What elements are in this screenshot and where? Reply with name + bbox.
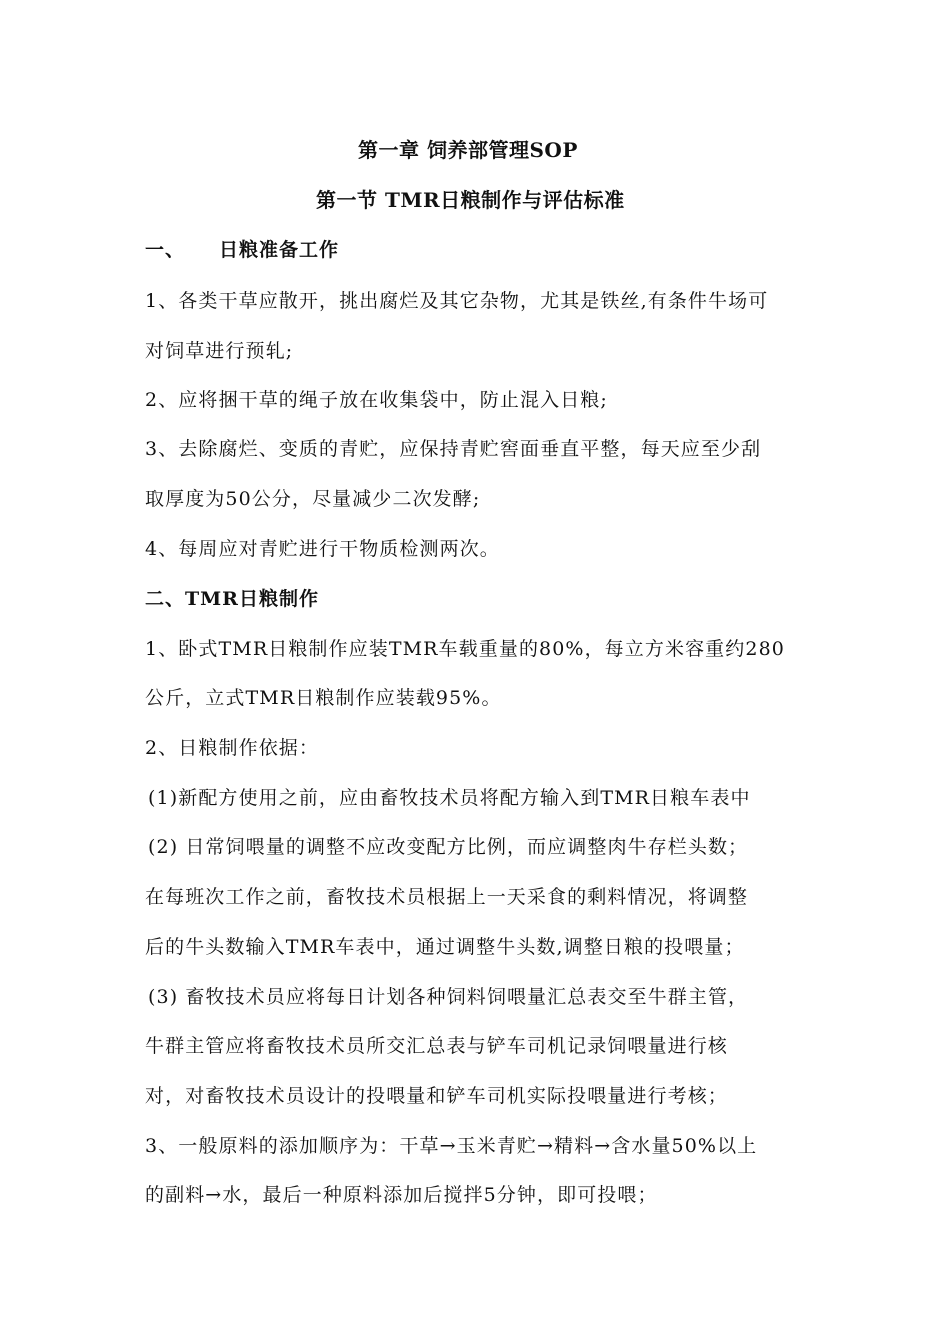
part2-heading: 二、TMR日粮制作 <box>145 588 319 610</box>
paragraph-line: 3、一般原料的添加顺序为：干草→玉米青贮→精料→含水量50%以上 <box>145 1135 758 1157</box>
paragraph-line: 2、日粮制作依据： <box>145 737 319 759</box>
paragraph-line: 4、每周应对青贮进行干物质检测两次。 <box>145 538 500 560</box>
paragraph-line: 在每班次工作之前，畜牧技术员根据上一天采食的剩料情况，将调整 <box>145 886 749 908</box>
paragraph-line: (3) 畜牧技术员应将每日计划各种饲料饲喂量汇总表交至牛群主管， <box>148 986 749 1008</box>
paragraph-line: 1、各类干草应散开，挑出腐烂及其它杂物，尤其是铁丝,有条件牛场可 <box>145 290 769 312</box>
part1-heading-text: 日粮准备工作 <box>219 239 340 261</box>
section-title: 第一节 TMR日粮制作与评估标准 <box>316 188 625 212</box>
paragraph-line: 2、应将捆干草的绳子放在收集袋中，防止混入日粮; <box>145 389 608 411</box>
part1-number: 一、 <box>145 239 186 261</box>
paragraph-line: 牛群主管应将畜牧技术员所交汇总表与铲车司机记录饲喂量进行核 <box>145 1035 728 1057</box>
part1-heading <box>145 238 339 262</box>
paragraph-line: 3、去除腐烂、变质的青贮，应保持青贮窖面垂直平整，每天应至少刮 <box>145 438 762 460</box>
paragraph-line: 1、卧式TMR日粮制作应装TMR车载重量的80%，每立方米容重约280 <box>145 638 785 660</box>
paragraph-line: 公斤，立式TMR日粮制作应装载95%。 <box>145 687 502 709</box>
paragraph-line: (1)新配方使用之前，应由畜牧技术员将配方输入到TMR日粮车表中 <box>148 787 751 809</box>
chapter-title: 第一章 饲养部管理SOP <box>358 138 578 162</box>
paragraph-line: 对，对畜牧技术员设计的投喂量和铲车司机实际投喂量进行考核； <box>145 1085 728 1107</box>
paragraph-line: 取厚度为50公分，尽量减少二次发酵; <box>145 488 481 510</box>
paragraph-line: (2) 日常饲喂量的调整不应改变配方比例，而应调整肉牛存栏头数； <box>148 836 749 858</box>
paragraph-line: 的副料→水，最后一种原料添加后搅拌5分钟，即可投喂； <box>145 1184 658 1206</box>
paragraph-line: 后的牛头数输入TMR车表中，通过调整牛头数,调整日粮的投喂量； <box>145 936 745 958</box>
paragraph-line: 对饲草进行预轧; <box>145 340 294 362</box>
